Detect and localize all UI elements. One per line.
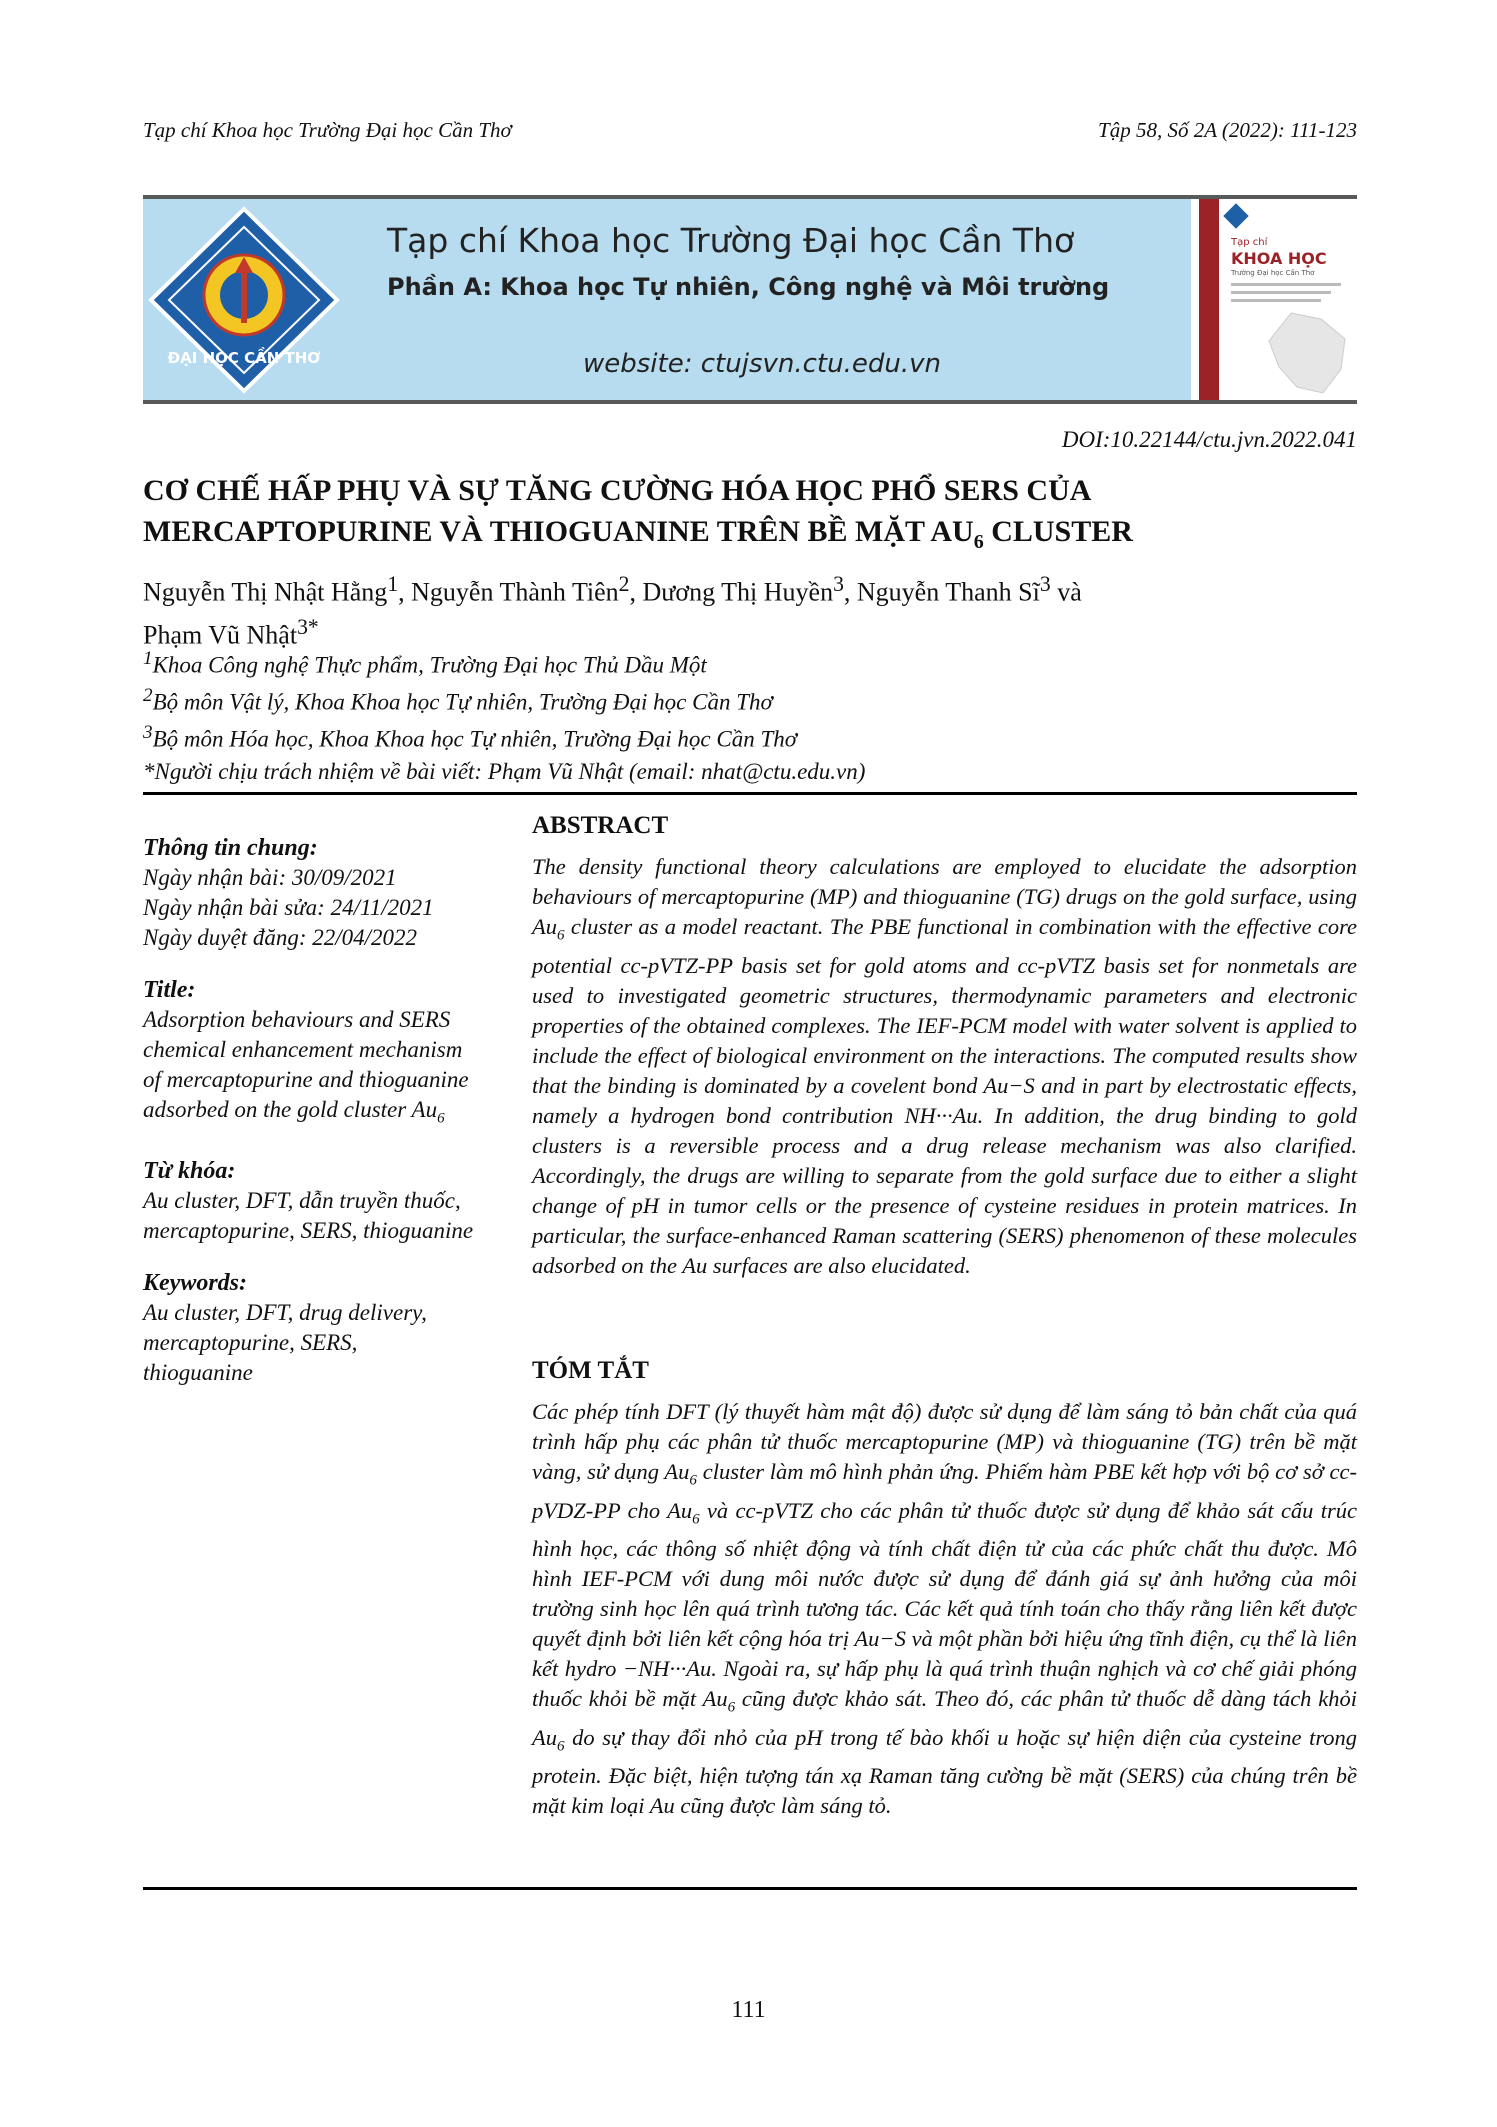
affiliation-3 — [143, 722, 797, 753]
author-separator: , — [843, 577, 857, 607]
author-name: Dương Thị Huyền — [642, 577, 834, 607]
author-list — [143, 567, 1357, 652]
affiliation-1 — [143, 648, 707, 679]
author-sup: 1 — [387, 572, 399, 596]
author-separator: , — [398, 577, 412, 607]
abstract-section — [532, 812, 1357, 1281]
affiliation-sup: 3 — [143, 722, 153, 743]
author-name: Nguyễn Thanh Sĩ — [856, 577, 1040, 607]
title-line-2-end: CLUSTER — [983, 515, 1133, 548]
cover-title: KHOA HỌC — [1231, 249, 1327, 268]
article-title — [143, 470, 1357, 563]
banner-website: website: ctujsvn.ctu.edu.vn — [583, 349, 941, 379]
author-sup: 3 — [833, 572, 844, 596]
cover-subtitle: Trường Đại học Cần Thơ — [1231, 269, 1315, 277]
en-keywords: Au cluster, DFT, drug delivery, mercaptopurine, SERS, thioguanine — [143, 1299, 427, 1385]
cover-logo-icon — [1223, 203, 1248, 228]
abstract-body — [532, 852, 1357, 1281]
affiliation-text: Bộ môn Hóa học, Khoa Khoa học Tự nhiên, Trường Đại học Cần Thơ — [152, 726, 798, 752]
tomtat-text: Các phép tính DFT (lý thuyết hàm mật độ) được sử dụng để làm sáng tỏ bản chất của quá trình hấp phụ các phân tử thuốc mercaptopurine (MP) và thioguanine (TG) trên bề mặt vàng, sử dụng Au — [532, 1399, 1357, 1484]
author-separator: , — [629, 577, 643, 607]
cover-map-image — [1261, 309, 1351, 397]
en-keywords-heading: Keywords: — [143, 1269, 247, 1296]
abstract-subscript: 6 — [557, 927, 565, 944]
en-title-subscript: 6 — [437, 1110, 445, 1127]
abstract-text: The density functional theory calculations are employed to elucidate the adsorption behaviours of mercaptopurine (MP) and thioguanine (TG) drugs on the gold surface, using Au — [532, 854, 1357, 939]
title-subscript: 6 — [973, 531, 984, 553]
affiliation-2 — [143, 685, 773, 716]
tomtat-subscript: 6 — [689, 1472, 697, 1489]
author-name: Nguyễn Thị Nhật Hằng — [143, 577, 388, 607]
author-sup: 2 — [618, 572, 630, 596]
banner-journal-name: Tạp chí Khoa học Trường Đại học Cần Thơ — [387, 221, 1075, 260]
abstract-text-cont: cluster as a model reactant. The PBE functional in combination with the effective core potential cc-pVTZ-PP basis set for gold atoms and cc-pVTZ basis set for nonmetals are used to investigated geometric structures, thermodynamic parameters and electronic properties of the obtained complexes. The IEF-PCM model with water solvent is applied to include the effect of biological environment on the interactions. The computed results show that the binding is dominated by a covelent bond Au−S and in part by electrostatic effects, namely a hydrogen bond contribution NH···Au. In addition, the drug binding to gold clusters is a reversible process and a drug release mechanism was also clarified. Accordingly, the drugs are willing to separate from the gold surface due to either a slight change of pH in tumor cells or the presence of cysteine residues in protein matrices. In particular, the surface-enhanced Raman scattering (SERS) phenomenon of these molecules adsorbed on the Au surfaces are also elucidated. — [532, 914, 1357, 1278]
affiliation-sup: 2 — [143, 685, 153, 706]
logo-text: ĐẠI HỌC CẦN THƠ — [167, 349, 321, 367]
cover-text-line — [1231, 283, 1341, 286]
tomtat-text: và cc-pVTZ cho các phân tử thuốc được sử dụng để khảo sát cấu trúc hình học, các thông số nhiệt động và tính chất điện tử của các phức chất thu được. Mô hình IEF-PCM với dung môi nước được sử dụng để đánh giá sự ảnh hưởng của môi trường sinh học lên quá trình tương tác. Các kết quả tính toán cho thấy rằng liên kết được quyết định bởi liên kết cộng hóa trị Au−S và một phần bởi hiệu ứng tĩnh điện, cụ thể là liên kết hydro −NH···Au. Ngoài ra, sự hấp phụ là quá trình thuận nghịch và cơ chế giải phóng thuốc khỏi bề mặt Au — [532, 1497, 1358, 1711]
author-sup: 3 — [1039, 572, 1051, 596]
affiliation-text: Bộ môn Vật lý, Khoa Khoa học Tự nhiên, Trường Đại học Cần Thơ — [152, 689, 773, 715]
journal-banner — [143, 195, 1357, 404]
tomtat-text: cũng được khảo sát. Theo đó, các phân tử thuốc dễ dàng tách khỏi Au — [532, 1686, 1357, 1750]
bottom-rule — [143, 1887, 1357, 1890]
tomtat-subscript: 6 — [727, 1699, 736, 1716]
title-line-2-text: MERCAPTOPURINE VÀ THIOGUANINE TRÊN BỀ MẶT AU — [143, 515, 974, 548]
en-title-text: Adsorption behaviours and SERS chemical enhancement mechanism of mercaptopurine and thioguanine adsorbed on the gold cluster Au — [143, 1007, 469, 1122]
cover-small-label: Tạp chí — [1231, 237, 1268, 248]
doi: DOI:10.22144/ctu.jvn.2022.041 — [1061, 427, 1357, 452]
cover-text-line — [1231, 299, 1321, 302]
banner-section: Phần A: Khoa học Tự nhiên, Công nghệ và Môi trường — [387, 273, 1110, 301]
date-revised: Ngày nhận bài sửa: 24/11/2021 — [143, 895, 434, 920]
vn-keywords: Au cluster, DFT, dẫn truyền thuốc, mercaptopurine, SERS, thioguanine — [143, 1187, 474, 1243]
date-received: Ngày nhận bài: 30/09/2021 — [143, 865, 397, 890]
corresponding-author-text: *Người chịu trách nhiệm về bài viết: Phạm Vũ Nhật (email: nhat@ctu.edu.vn) — [143, 759, 866, 784]
journal-cover — [1191, 199, 1357, 400]
author-separator: và — [1050, 577, 1082, 607]
corresponding-author — [143, 759, 865, 785]
tomtat-text: cluster làm mô hình phản ứng. Phiếm hàm PBE kết hợp với bộ cơ sở cc-pVDZ-PP cho Au — [532, 1459, 1357, 1523]
author-sup: 3* — [297, 614, 319, 639]
page-number: 111 — [731, 1997, 766, 2023]
affiliation-text: Khoa Công nghệ Thực phẩm, Trường Đại học Thủ Dầu Một — [152, 652, 707, 678]
cover-text-line — [1231, 291, 1331, 294]
running-header-journal: Tạp chí Khoa học Trường Đại học Cần Thơ — [143, 118, 512, 142]
cover-red-stripe — [1199, 199, 1219, 400]
author-name: Phạm Vũ Nhật — [143, 620, 298, 650]
running-header-volume: Tập 58, Số 2A (2022): 111-123 — [1098, 118, 1357, 142]
vn-keywords-heading: Từ khóa: — [143, 1157, 236, 1184]
article-info-sidebar — [143, 833, 503, 1388]
tomtat-heading: TÓM TẮT — [532, 1357, 649, 1384]
affiliation-sup: 1 — [143, 648, 153, 669]
title-line-1: CƠ CHẾ HẤP PHỤ VÀ SỰ TĂNG CƯỜNG HÓA HỌC PHỔ SERS CỦA — [143, 474, 1092, 507]
en-title-heading: Title: — [143, 977, 196, 1003]
tomtat-text: do sự thay đổi nhỏ của pH trong tế bào khối u hoặc sự hiện diện của cysteine trong protein. Đặc biệt, hiện tượng tán xạ Raman tăng cường bề mặt (SERS) của chúng trên bề mặt kim loại Au cũng được làm sáng tỏ. — [532, 1724, 1357, 1818]
info-heading: Thông tin chung: — [143, 835, 318, 861]
en-title — [143, 1005, 473, 1134]
tomtat-subscript: 6 — [557, 1738, 565, 1754]
tomtat-body — [532, 1397, 1357, 1821]
date-accepted: Ngày duyệt đăng: 22/04/2022 — [143, 925, 418, 950]
top-rule — [143, 792, 1357, 795]
university-logo — [147, 205, 341, 395]
tomtat-section — [532, 1357, 1357, 1821]
author-name: Nguyễn Thành Tiên — [411, 577, 619, 607]
tomtat-subscript: 6 — [692, 1511, 700, 1527]
title-line-2 — [143, 511, 1357, 563]
abstract-heading: ABSTRACT — [532, 812, 669, 839]
